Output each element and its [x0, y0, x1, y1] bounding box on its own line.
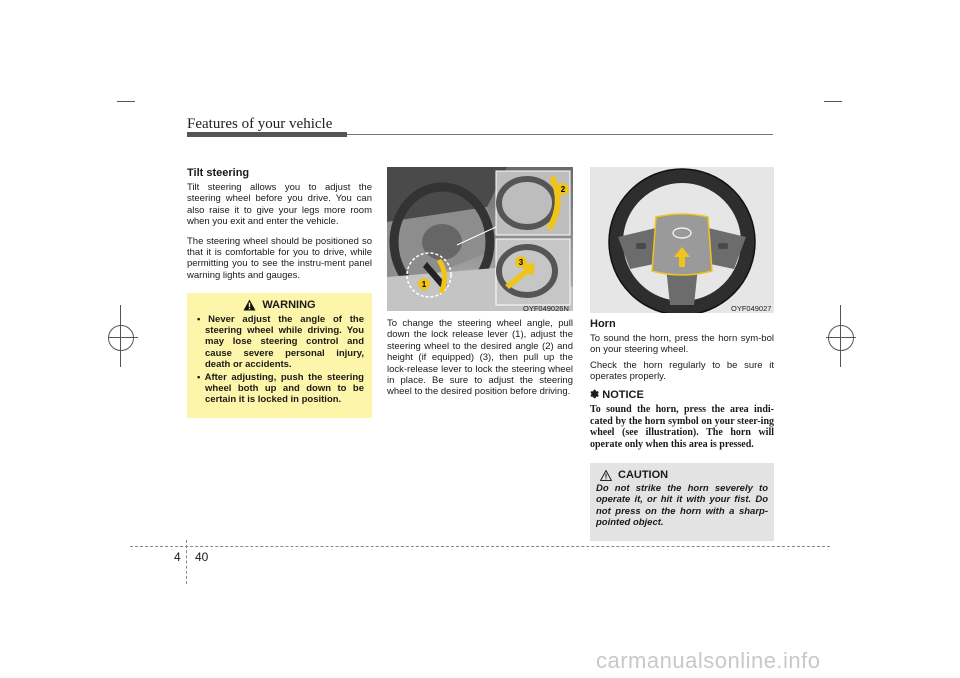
horn-paragraph-1: To sound the horn, press the horn sym-bol on your steering wheel.	[590, 333, 774, 356]
figure1-caption: OYF049026N	[523, 304, 569, 313]
caution-triangle-icon	[600, 470, 612, 481]
warning-item: • Never adjust the angle of the steering wheel while driving. You may lose steering control and cause severe personal injury, death or accidents.	[197, 314, 364, 370]
warning-triangle-icon	[243, 299, 256, 311]
callout-1: 1	[421, 280, 427, 289]
horn-paragraph-2: Check the horn regularly to be sure it operates properly.	[590, 359, 774, 383]
adjust-paragraph: To change the steering wheel angle, pull down the lock release lever (1), adjust the steering wheel to the desired angle (2) and height (if equipped) (3), then pull up the lock-release lever to lock the steering wheel in place. Be sure to adjust the steering wheel to the desired position before driving.	[387, 318, 573, 398]
footer-rule	[130, 546, 830, 547]
notice-text: To sound the horn, press the area indi-cated by the horn symbol on your steer-ing wheel (see illustration). The horn will operate only when this area is pressed.	[590, 404, 774, 450]
caution-box	[590, 463, 774, 541]
warning-list	[195, 314, 364, 406]
notice-label: ✽ NOTICE	[590, 389, 644, 401]
tilt-paragraph-2: The steering wheel should be positioned so that it is comfortable for you to drive, while permitting you to see the instru-ment panel warning lights and gauges.	[187, 235, 372, 281]
crop-mark	[824, 101, 842, 102]
warning-header	[195, 299, 364, 311]
chapter-number: 4	[174, 550, 181, 564]
page-number: 40	[195, 550, 209, 564]
caution-header	[600, 469, 768, 481]
crop-mark	[117, 101, 135, 102]
warning-item: • After adjusting, push the steering wheel both up and down to be certain it is locked in position.	[197, 372, 364, 406]
steering-wheel-illustration	[590, 167, 774, 313]
watermark-text: carmanualsonline.info	[596, 648, 821, 673]
caution-text: Do not strike the horn severely to operate it, or hit it with your fist. Do not press on the horn with a sharp-pointed object.	[596, 483, 768, 528]
caution-label: CAUTION	[618, 469, 669, 481]
steering-adjust-figure	[387, 167, 573, 311]
horn-title: Horn	[590, 318, 616, 330]
callout-2: 2	[560, 185, 566, 194]
header-bar	[187, 132, 347, 137]
steering-column-illustration	[387, 167, 573, 311]
footer-divider	[186, 540, 187, 584]
callout-3: 3	[518, 258, 524, 267]
horn-section	[590, 318, 774, 391]
horn-figure	[590, 167, 774, 313]
registration-mark	[828, 325, 854, 351]
registration-mark	[108, 325, 134, 351]
warning-label: WARNING	[262, 299, 316, 311]
tilt-steering-title: Tilt steering	[187, 167, 250, 179]
section-title: Features of your vehicle	[187, 116, 333, 132]
tilt-steering-section	[187, 167, 372, 289]
warning-box	[187, 293, 372, 418]
figure2-caption: OYF049027	[731, 304, 772, 313]
tilt-paragraph-1: Tilt steering allows you to adjust the steering wheel before you drive. You can also raise it to give your legs more room when you exit and enter the vehicle.	[187, 182, 372, 228]
